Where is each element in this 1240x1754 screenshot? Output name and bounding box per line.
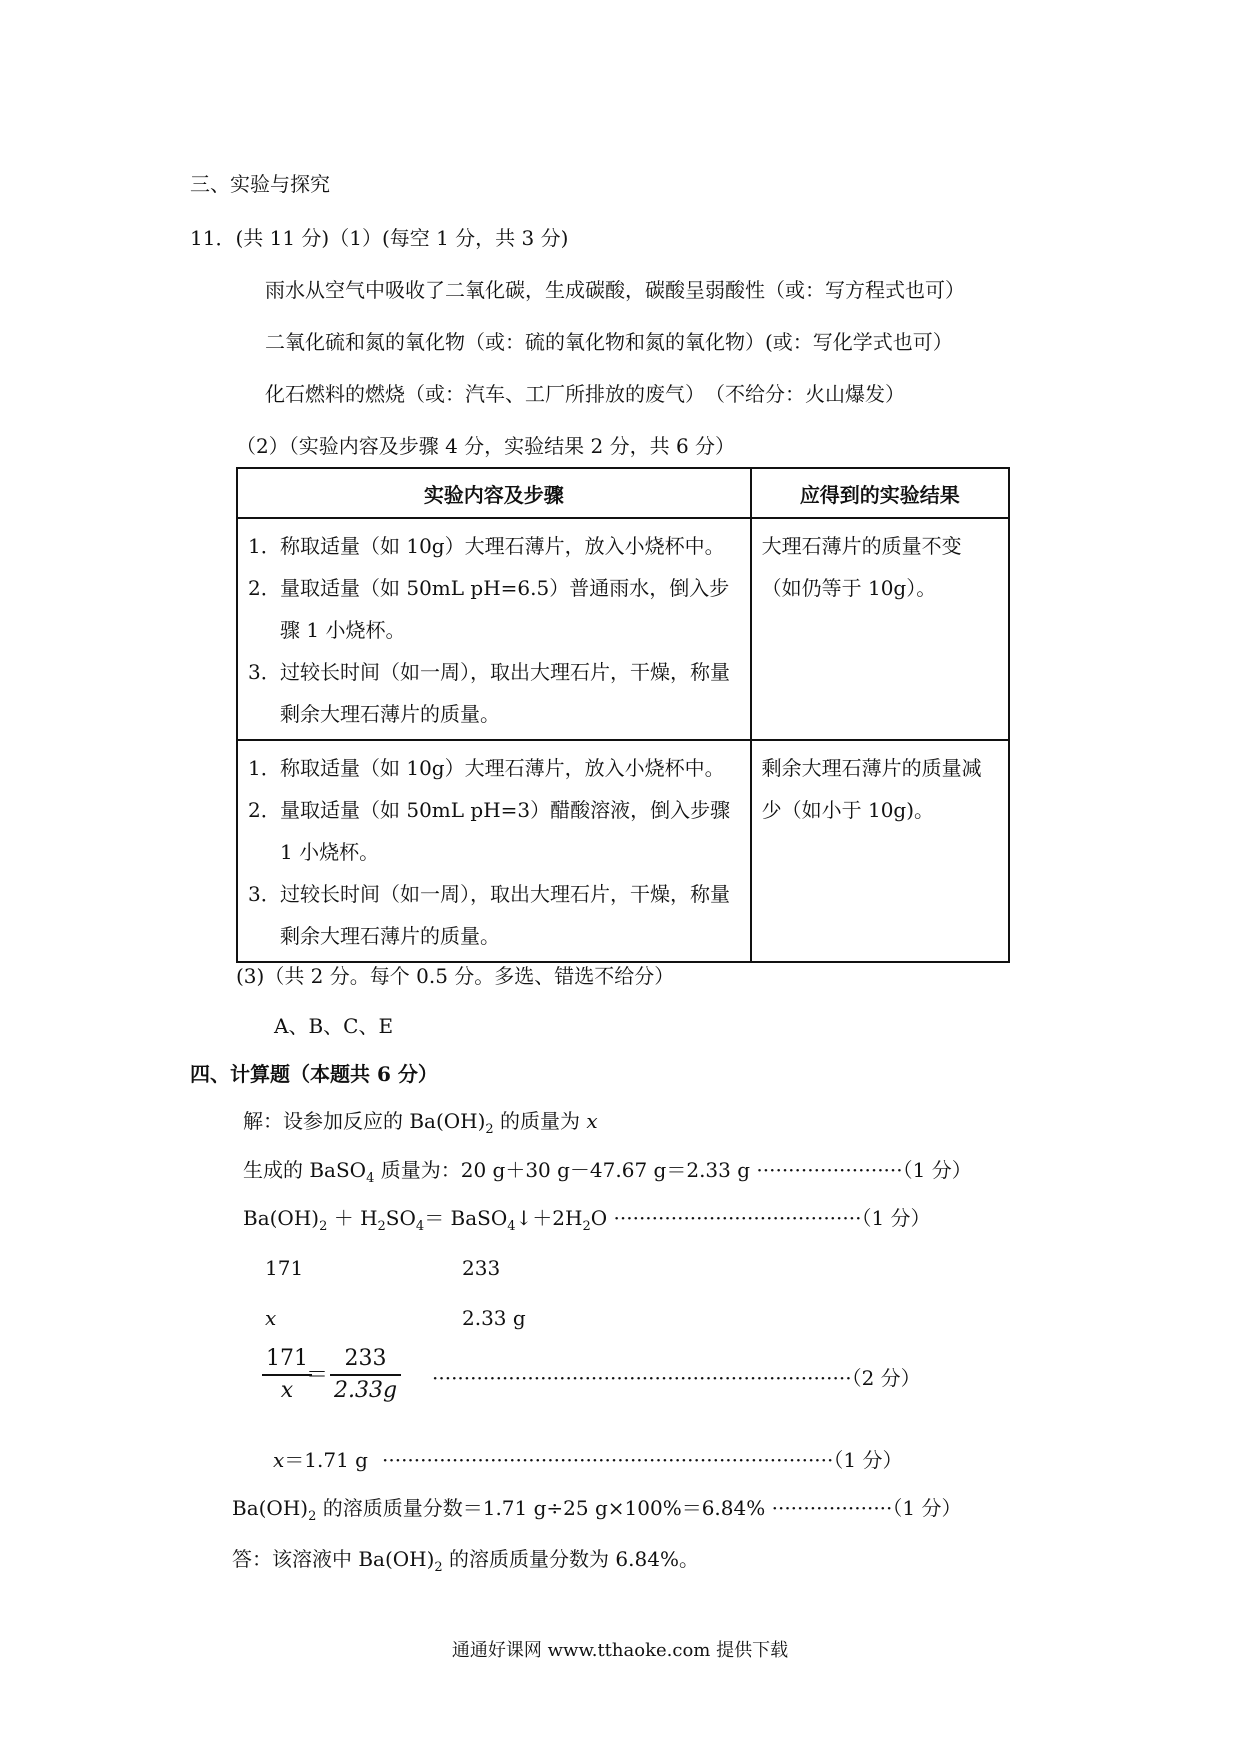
molar-mass-right: 233 <box>462 1256 501 1280</box>
result-cell: 剩余大理石薄片的质量减少（如小于 10g)。 <box>751 740 1009 962</box>
quantity-right: 2.33 g <box>462 1306 526 1330</box>
x-result: x＝1.71 g <box>273 1448 368 1472</box>
answer-line-1: 雨水从空气中吸收了二氧化碳，生成碳酸，碳酸呈弱酸性（或：写方程式也可） <box>265 278 965 302</box>
part-3-answer: A、B、C、E <box>274 1014 394 1038</box>
baso4-mass-line: 生成的 BaSO$_4$ 质量为：20 g＋30 g－47.67 g＝2.33 g ·······················（1 分） <box>243 1158 972 1186</box>
x-result-score: ·······································································（1 分） <box>382 1448 903 1472</box>
experiment-table <box>236 467 1010 963</box>
part-2-header: （2）（实验内容及步骤 4 分，实验结果 2 分，共 6 分） <box>236 434 736 458</box>
step-item: 1． 称取适量（如 10g）大理石薄片，放入小烧杯中。 <box>248 534 725 558</box>
molar-mass-left: 171 <box>265 1256 304 1280</box>
section-3-title: 三、实验与探究 <box>190 172 330 196</box>
step-item: 1． 称取适量（如 10g）大理石薄片，放入小烧杯中。 <box>248 756 725 780</box>
steps-cell <box>237 518 751 740</box>
fraction-score: ··································································（2 分） <box>432 1366 921 1390</box>
table-header-row <box>237 468 1009 518</box>
steps-cell <box>237 740 751 962</box>
final-answer: 答：该溶液中 $Ba(OH)_2$ 的溶质质量分数为 6.84%。 <box>232 1547 699 1575</box>
answer-line-2: 二氧化硫和氮的氧化物（或：硫的氧化物和氮的氧化物）(或：写化学式也可） <box>265 330 953 354</box>
table-row <box>237 740 1009 962</box>
equals-sign: ＝ <box>306 1363 329 1388</box>
step-item: 2． 量取适量（如 50mL pH=3）醋酸溶液，倒入步骤 1 小烧杯。 <box>248 798 731 864</box>
header-result: 应得到的实验结果 <box>751 468 1009 518</box>
quantity-left: x <box>265 1306 277 1330</box>
section-4-title: 四、计算题（本题共 6 分） <box>190 1062 438 1086</box>
result-cell: 大理石薄片的质量不变（如仍等于 10g）。 <box>751 518 1009 740</box>
question-11-header: 11．(共 11 分)（1）(每空 1 分，共 3 分) <box>190 226 569 250</box>
solution-intro: 解：设参加反应的 $Ba(OH)_2$ 的质量为 x <box>243 1109 598 1137</box>
chemical-equation: $Ba(OH)_2 + H_2SO_4=$ $BaSO_4↓+2H_2O \cdot\cdot\cdot\cdot\cdot\cdot\cdot\cdot\cdot\cdot\cdot\cdot\cdot\cdot\cdot\cdot\cdot\cdot\cdot\cdot\cdot\cdot\cdot\cdot\cdot\cdot\cdot\cdot\cdot\cdot\cdot\cdot\cdot\cdot\cdot\cdot\cdot\cdot\cdot(1$ 分） <box>243 1206 931 1234</box>
concentration-line: $Ba(OH)_2$ 的溶质质量分数＝1.71 g÷25 g×100%＝6.84% ···················（1 分） <box>232 1496 962 1524</box>
fraction-left: $\frac{171}{x}$ <box>262 1344 312 1406</box>
fraction-right: $\frac{233}{2.33g}$ <box>330 1344 401 1406</box>
header-steps: 实验内容及步骤 <box>237 468 751 518</box>
table-row <box>237 518 1009 740</box>
page-footer: 通通好课网 www.tthaoke.com 提供下载 <box>451 1640 789 1661</box>
part-3-header: (3)（共 2 分。每个 0.5 分。多选、错选不给分） <box>236 964 675 988</box>
answer-line-3: 化石燃料的燃烧（或：汽车、工厂所排放的废气） （不给分：火山爆发） <box>265 382 905 406</box>
step-item: 3． 过较长时间（如一周），取出大理石片，干燥，称量剩余大理石薄片的质量。 <box>248 882 730 948</box>
step-item: 2． 量取适量（如 50mL pH=6.5）普通雨水，倒入步骤 1 小烧杯。 <box>248 576 730 642</box>
step-item: 3． 过较长时间（如一周），取出大理石片，干燥，称量剩余大理石薄片的质量。 <box>248 660 730 726</box>
